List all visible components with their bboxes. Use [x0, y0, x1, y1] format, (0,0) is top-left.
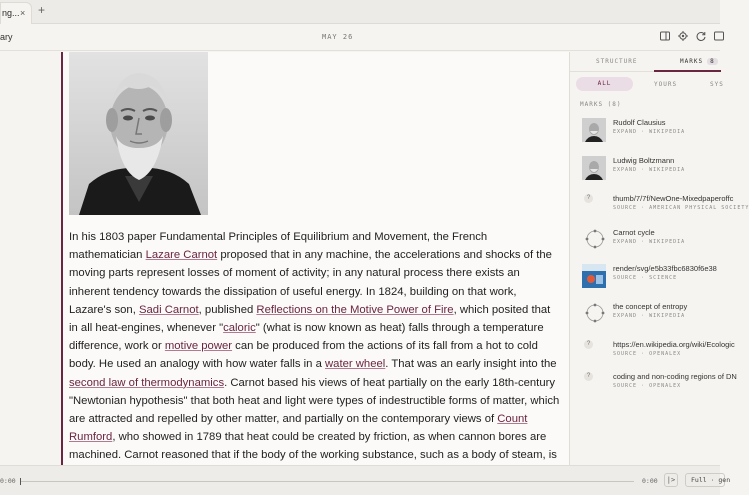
article-text: . Carnot based his views of heat partially on the early 18th-century "Newtonian hypothesis" that both heat and light were types of indestructible forms of matter, which are attracted and repelled by other matter, and partially on the contemporary views of [69, 376, 560, 426]
article-link[interactable]: Lazare Carnot [145, 249, 218, 262]
new-tab-button[interactable]: + [38, 3, 46, 17]
sidebar-toggle-icon[interactable] [659, 30, 671, 42]
mark-item[interactable] [582, 156, 732, 186]
marks-panel [569, 52, 749, 465]
mark-item[interactable] [582, 340, 735, 370]
mark-meta[interactable]: EXPAND · WIKIPEDIA [613, 313, 686, 319]
article-link[interactable]: water wheel [325, 358, 386, 371]
time-elapsed: 0:00 [0, 477, 16, 485]
portrait-thumbnail [582, 118, 606, 142]
filter-yours-button[interactable]: YOURS [654, 81, 678, 88]
tab-marks-label: MARKS [680, 58, 704, 65]
article-text: In his 1803 paper Fundamental Principles of Equilibrium and Movement, the French mathematician [69, 231, 488, 262]
article-link[interactable]: Count Rumford [69, 413, 528, 444]
article-link[interactable]: Reflections on the Motive Power of Fire [256, 303, 454, 316]
mark-item[interactable] [582, 194, 749, 224]
article-view[interactable] [63, 52, 569, 465]
mode-select[interactable]: Full · gen [685, 473, 725, 487]
article-paragraph [69, 228, 561, 483]
journal-cover-thumbnail [582, 264, 606, 288]
article-link[interactable]: second law of thermodynamics [69, 376, 225, 389]
time-total: 0:00 [642, 477, 658, 485]
filter-all-button[interactable]: ALL [576, 77, 633, 91]
progress-track[interactable] [20, 481, 634, 482]
article-text: . That was an early insight into the [385, 358, 557, 371]
mark-title: https://en.wikipedia.org/wiki/Ecologic [613, 340, 735, 349]
article-text: , published [198, 303, 257, 316]
mark-title: render/svg/e5b33fbc6830f6e38 [613, 264, 717, 273]
marks-count-badge: 8 [707, 58, 718, 65]
filter-sys-button[interactable]: SYS [710, 81, 724, 88]
mark-item[interactable] [582, 228, 732, 258]
mark-item[interactable] [582, 118, 732, 148]
mark-title: Rudolf Clausius [613, 118, 666, 127]
player-bar [0, 465, 731, 495]
article-text: , which posited that in all heat-engines, whenever " [69, 303, 551, 335]
mark-meta[interactable]: SOURCE · OPENALEX [613, 383, 682, 389]
concept-graph-icon [582, 226, 608, 252]
progress-handle[interactable] [20, 478, 21, 485]
concept-graph-icon [582, 300, 608, 326]
mark-meta[interactable]: SOURCE · AMERICAN PHYSICAL SOCIETY [613, 205, 749, 211]
top-bar [0, 24, 720, 51]
mark-title: thumb/7/7f/NewOne-Mixedpaperoffc [613, 194, 734, 203]
panel-icon[interactable] [713, 30, 725, 42]
mark-item[interactable] [582, 264, 732, 294]
question-icon: ? [584, 372, 593, 381]
article-text: can be produced from the actions of its fall from a hot to cold body. He used an analogy with how water falls in a [69, 340, 538, 371]
mark-meta[interactable]: EXPAND · WIKIPEDIA [613, 167, 686, 173]
breadcrumb: ary [0, 32, 13, 42]
article-text: " (what is now known as heat) falls through a temperature difference, work or [69, 322, 544, 353]
question-icon: ? [584, 194, 593, 203]
browser-tab[interactable] [0, 2, 32, 24]
left-gutter [0, 52, 62, 465]
tab-strip [0, 0, 720, 24]
tab-structure[interactable]: STRUCTURE [596, 58, 638, 65]
mark-meta[interactable]: EXPAND · WIKIPEDIA [613, 239, 686, 245]
close-icon[interactable]: × [20, 8, 26, 18]
settings-gear-icon[interactable] [677, 30, 689, 42]
mark-title: Carnot cycle [613, 228, 655, 237]
mark-meta[interactable]: EXPAND · WIKIPEDIA [613, 129, 686, 135]
article-text: proposed that in any machine, the accelerations and shocks of the moving parts represent losses of moment of activity; in any natural process there exists an inherent tendency towards the dissipation of useful energy. In 1824, building on that work, Lazare's son, [69, 249, 552, 316]
tab-title: ng... [2, 8, 20, 18]
mark-meta[interactable]: SOURCE · SCIENCE [613, 275, 678, 281]
mark-item[interactable] [582, 302, 732, 332]
mark-title: Ludwig Boltzmann [613, 156, 675, 165]
refresh-icon[interactable] [695, 30, 707, 42]
article-link[interactable]: Sadi Carnot [138, 303, 199, 316]
mark-title: coding and non-coding regions of DN [613, 372, 737, 381]
date-label: MAY 26 [322, 33, 354, 41]
portrait-image [69, 52, 208, 215]
mark-item[interactable] [582, 372, 737, 402]
article-text: , who showed in 1789 that heat could be created by friction, as when cannon bores are machined. Carnot reasoned that if the body of the working substance, such as a body of steam, is [69, 431, 557, 462]
mark-meta[interactable]: SOURCE · OPENALEX [613, 351, 682, 357]
mark-title: the concept of entropy [613, 302, 688, 311]
active-tab-indicator [654, 70, 721, 72]
tab-marks[interactable] [680, 58, 718, 65]
marks-heading: MARKS (8) [580, 101, 622, 108]
skip-button[interactable]: |> [664, 473, 678, 487]
question-icon: ? [584, 340, 593, 349]
article-link[interactable]: caloric [223, 322, 256, 335]
article-link[interactable]: motive power [164, 340, 233, 353]
portrait-thumbnail [582, 156, 606, 180]
